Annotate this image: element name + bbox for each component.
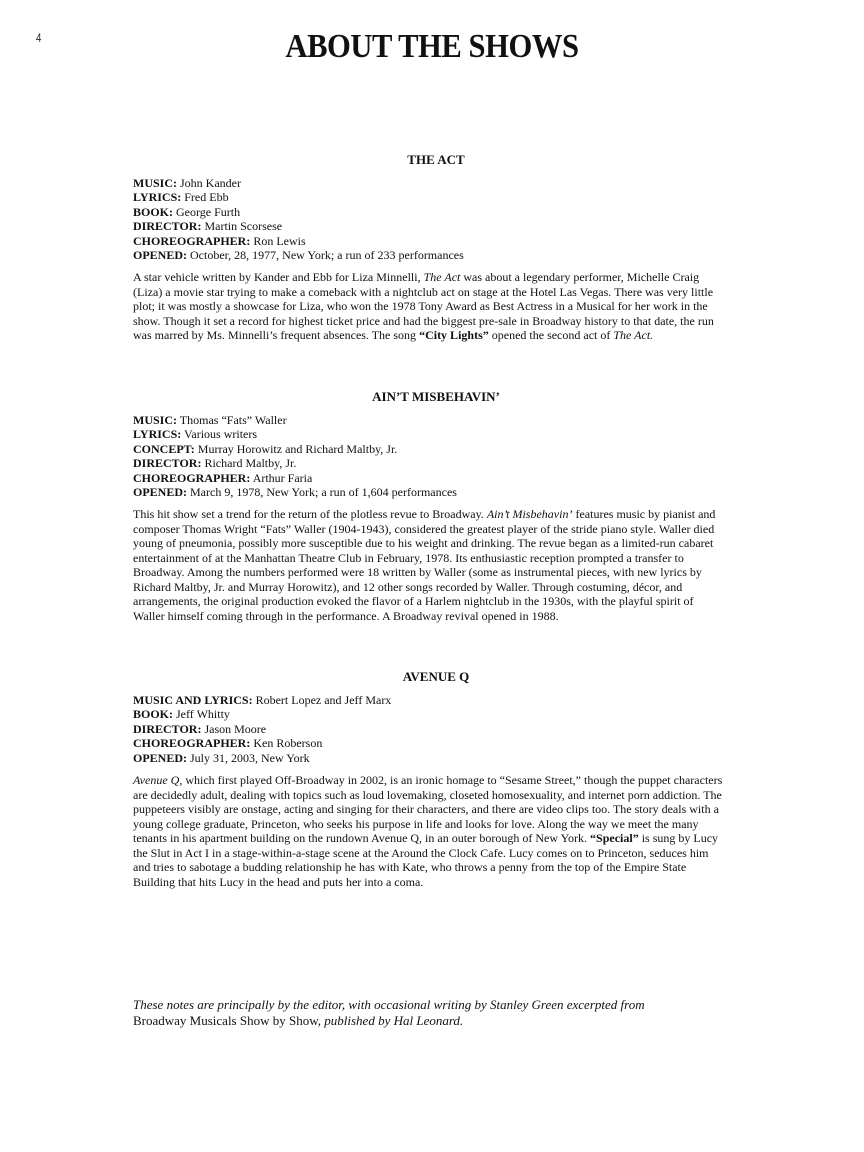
credit-label: CHOREOGRAPHER: xyxy=(133,233,251,248)
show-section-aint-misbehavin xyxy=(133,389,733,623)
show-title-italic: Avenue Q, xyxy=(133,773,183,788)
text: which first played Off-Broadway in 2002, is an ironic homage to “Sesame Street,” though the puppet characters xyxy=(182,773,723,788)
credits-list xyxy=(133,176,733,262)
show-title: AVENUE Q xyxy=(402,669,470,684)
text: puppeteers visibly are onstage, acting and singing for their characters, and there are video clips too. The story deals with a xyxy=(133,802,719,817)
text: opened the second act of xyxy=(488,328,614,343)
song-title: “Special” xyxy=(590,831,639,846)
credit-music-and-lyrics xyxy=(133,693,733,707)
credit-label: OPENED: xyxy=(133,485,187,500)
credit-concept xyxy=(133,442,733,456)
credit-value: July 31, 2003, New York xyxy=(190,750,310,765)
show-title: THE ACT xyxy=(407,152,465,167)
credit-choreographer xyxy=(133,471,733,485)
text: are decidedly adult, dealing with topics such as loud lovemaking, closeted homosexuality, and internet porn addiction. The xyxy=(133,787,722,802)
credit-value: Ken Roberson xyxy=(253,736,323,751)
credit-value: Jason Moore xyxy=(204,721,267,736)
text: A star vehicle written by Kander and Ebb for Liza Minnelli, xyxy=(133,270,424,285)
credit-value: Ron Lewis xyxy=(253,233,306,248)
credit-label: LYRICS: xyxy=(133,190,182,205)
text: and tries to sabotage a budding relationship he has with Kate, who throws a penny from the top of the Empire State xyxy=(133,860,687,875)
credits-list xyxy=(133,693,733,765)
credit-value: George Furth xyxy=(176,204,241,219)
credit-value: Richard Maltby, Jr. xyxy=(204,456,297,471)
credit-choreographer xyxy=(133,234,733,248)
credit-label: MUSIC: xyxy=(133,413,177,427)
credit-director xyxy=(133,722,733,736)
credit-label: LYRICS: xyxy=(133,427,182,442)
credit-value: Arthur Faria xyxy=(252,470,313,485)
credit-value: Jeff Whitty xyxy=(176,707,230,722)
text: is sung by Lucy xyxy=(638,831,719,846)
text: Building that hits Lucy in the head and puts her into a coma. xyxy=(133,874,424,889)
song-title: “City Lights” xyxy=(419,328,489,343)
text: the Slut in Act I in a stage-within-a-stage scene at the Around the Clock Cafe. Lucy comes on to Princeton, seduces him xyxy=(133,845,709,860)
show-section-avenue-q xyxy=(133,669,733,889)
text: entertainment of at the Manhattan Theatre Club in February, 1978. Its enthusiastic reception prompted a transfer to xyxy=(133,550,684,565)
credit-opened xyxy=(133,485,733,499)
credit-label: BOOK: xyxy=(133,707,174,722)
text: (Liza) a movie star trying to make a comeback with a nightclub act on stage at the Hotel Las Vegas. There was very little xyxy=(133,284,714,299)
credit-lyrics xyxy=(133,190,733,204)
text: Richard Maltby, Jr. and Murray Horowitz), and 12 other songs recorded by Waller. Through costuming, décor, and xyxy=(133,579,683,594)
credit-label: OPENED: xyxy=(133,750,187,765)
credit-lyrics xyxy=(133,427,733,441)
text: tenants in his apartment building on the rundown Avenue Q, in an outer borough of New York. xyxy=(133,831,591,846)
footer-note xyxy=(133,997,773,1029)
credit-label: DIRECTOR: xyxy=(133,456,202,471)
credit-book xyxy=(133,205,733,219)
text: young college graduate, Princeton, who seeks his purpose in life and looks for love. Along the way we meet the many xyxy=(133,816,699,831)
credit-opened xyxy=(133,751,733,765)
text: plot; it was mostly a showcase for Liza, who won the 1978 Tony Award as Best Actress in a Musical for her work in the xyxy=(133,299,708,314)
credit-label: OPENED: xyxy=(133,248,187,263)
credit-value: Robert Lopez and Jeff Marx xyxy=(255,693,392,707)
credit-value: March 9, 1978, New York; a run of 1,604 performances xyxy=(190,485,457,500)
credit-value: Various writers xyxy=(184,427,258,442)
credit-label: MUSIC: xyxy=(133,176,177,190)
credit-value: October, 28, 1977, New York; a run of 233 performances xyxy=(190,248,464,263)
credit-music xyxy=(133,413,733,427)
credit-label: BOOK: xyxy=(133,204,174,219)
credit-music xyxy=(133,176,733,190)
credit-label: CONCEPT: xyxy=(133,441,195,456)
show-title: AIN’T MISBEHAVIN’ xyxy=(372,389,500,404)
text: Waller himself coming through in the performance. A Broadway revival opened in 1988. xyxy=(133,608,559,623)
text: arrangements, the original production evoked the flavor of a Harlem nightclub in the 1930s, with the playful spirit of xyxy=(133,594,694,609)
page-number: 4 xyxy=(36,31,42,45)
text: composer Thomas Wright “Fats” Waller (1904-1943), considered the greatest player of the stride piano style. Waller died xyxy=(133,521,715,536)
credit-label: CHOREOGRAPHER: xyxy=(133,470,251,485)
credit-value: Martin Scorsese xyxy=(204,219,283,234)
text: This hit show set a trend for the return of the plotless revue to Broadway. xyxy=(133,507,487,522)
footer-text-italic: published by Hal Leonard. xyxy=(321,1013,464,1028)
book-title: Broadway Musicals Show by Show, xyxy=(133,1013,322,1028)
text: young of pneumonia, possibly more susceptible due to his weight and drinking. The revue began as a limited-run cabaret xyxy=(133,536,714,551)
show-title-italic: The Act xyxy=(423,270,461,285)
text: was about a legendary performer, Michelle Craig xyxy=(460,270,700,285)
credit-label: DIRECTOR: xyxy=(133,721,202,736)
credit-value: Fred Ebb xyxy=(184,190,229,205)
footer-text-italic: These notes are principally by the editor, with occasional writing by Stanley Green excerpted from xyxy=(133,997,645,1012)
credit-book xyxy=(133,707,733,721)
text: was marred by Ms. Minnelli’s frequent absences. The song xyxy=(133,328,420,343)
credit-value: Thomas “Fats” Waller xyxy=(179,413,287,427)
text: show. Though it set a record for highest ticket price and had the biggest pre-sale in Broadway history to that date, the run xyxy=(133,313,714,328)
credit-value: Murray Horowitz and Richard Maltby, Jr. xyxy=(197,441,398,456)
credit-director xyxy=(133,456,733,470)
page-title: ABOUT THE SHOWS xyxy=(285,28,579,65)
credit-opened xyxy=(133,248,733,262)
show-title-italic: The Act. xyxy=(613,328,654,343)
credits-list xyxy=(133,413,733,499)
show-title-italic: Ain’t Misbehavin’ xyxy=(486,507,573,522)
text: Broadway. Among the numbers performed were 18 written by Waller (some as instrumental pieces, with new lyrics by xyxy=(133,565,702,580)
credit-director xyxy=(133,219,733,233)
credit-label: MUSIC AND LYRICS: xyxy=(133,693,253,707)
show-description xyxy=(133,270,733,343)
credit-value: John Kander xyxy=(180,176,241,190)
credit-label: DIRECTOR: xyxy=(133,219,202,234)
show-description xyxy=(133,773,733,889)
credit-label: CHOREOGRAPHER: xyxy=(133,736,251,751)
show-section-the-act xyxy=(133,152,733,343)
text: features music by pianist and xyxy=(572,507,716,522)
show-description xyxy=(133,507,733,623)
credit-choreographer xyxy=(133,736,733,750)
